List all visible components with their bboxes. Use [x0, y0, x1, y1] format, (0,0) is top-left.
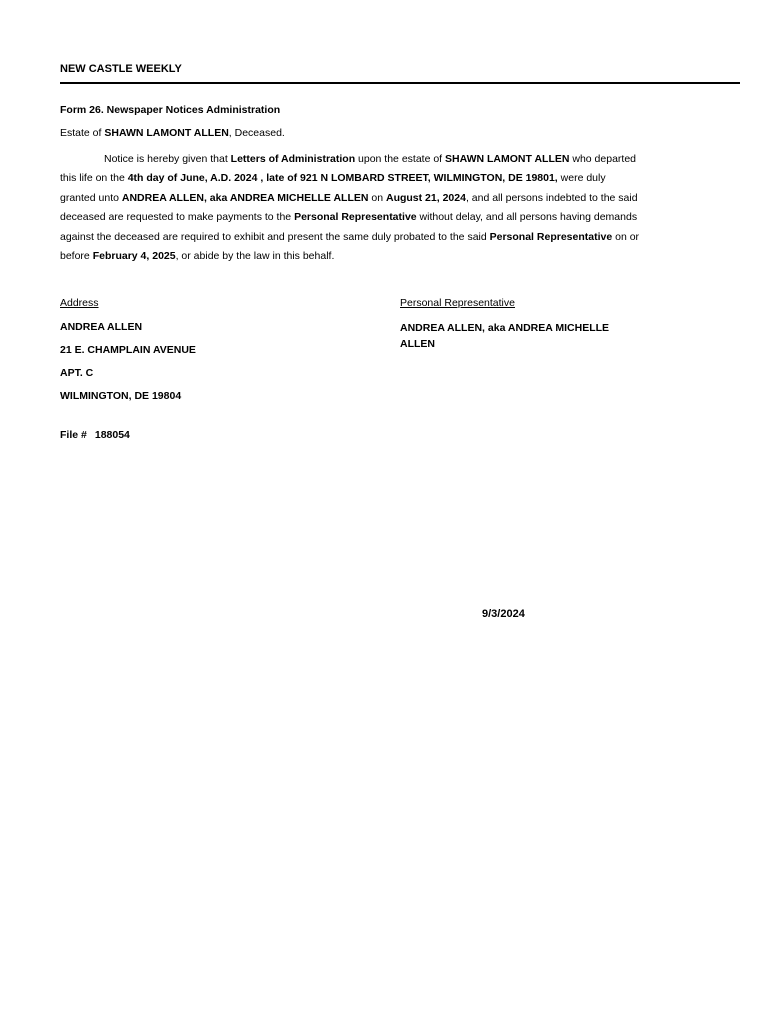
form-title: Form 26. Newspaper Notices Administration — [60, 104, 281, 116]
claims-deadline: February 4, 2025 — [92, 250, 176, 263]
file-number-line — [60, 429, 130, 441]
date-of-death: 4th day of June, A.D. 2024 — [127, 172, 258, 185]
notice-text-2: upon the estate of — [355, 153, 446, 165]
header-divider — [60, 82, 740, 84]
notice-text-6: , and all persons indebted to the said deceased are requested to make payments to the — [60, 191, 638, 224]
notice-text-8: on or before — [60, 230, 640, 263]
personal-representative-ref-2: Personal Representative — [489, 230, 613, 243]
file-number: 188054 — [94, 429, 130, 441]
address-line-apt: APT. C — [60, 367, 94, 379]
address-line-city: WILMINGTON, DE 19804 — [60, 390, 182, 402]
letters-of-administration: Letters of Administration — [230, 153, 356, 165]
estate-suffix: , Deceased. — [228, 127, 285, 139]
personal-representative-name: ANDREA ALLEN, aka ANDREA MICHELLE ALLEN — [400, 322, 610, 350]
publication-name: NEW CASTLE WEEKLY — [60, 63, 182, 75]
grant-date: August 21, 2024 — [385, 191, 466, 204]
estate-prefix: Estate of — [60, 127, 105, 139]
notice-date: 9/3/2024 — [482, 608, 525, 620]
notice-text-1: Notice is hereby given that — [104, 153, 231, 165]
notice-text-7: without delay, and all persons having demands against the deceased are required to exhibit and present the same duly probated to the said — [60, 211, 638, 243]
address-line-name: ANDREA ALLEN — [60, 321, 143, 333]
notice-text-4: were duly granted unto — [60, 172, 606, 204]
notice-text-9: , or abide by the law in this behalf. — [175, 250, 335, 263]
file-label: File # — [60, 429, 87, 441]
decedent-address: , late of 921 N LOMBARD STREET, WILMINGTON, DE 19801, — [257, 172, 558, 185]
notice-decedent-name: SHAWN LAMONT ALLEN — [445, 153, 570, 165]
personal-representative-ref-1: Personal Representative — [294, 211, 417, 224]
administrator-name: ANDREA ALLEN, aka ANDREA MICHELLE ALLEN — [121, 191, 369, 204]
notice-body — [60, 150, 640, 266]
decedent-name: SHAWN LAMONT ALLEN — [104, 127, 229, 139]
address-line-street: 21 E. CHAMPLAIN AVENUE — [60, 344, 196, 356]
notice-text-5: on — [368, 191, 386, 204]
address-heading: Address — [60, 297, 99, 309]
personal-representative-heading: Personal Representative — [400, 297, 515, 309]
estate-line — [60, 127, 285, 139]
notice-text-3: who departed this life on the — [60, 153, 637, 185]
